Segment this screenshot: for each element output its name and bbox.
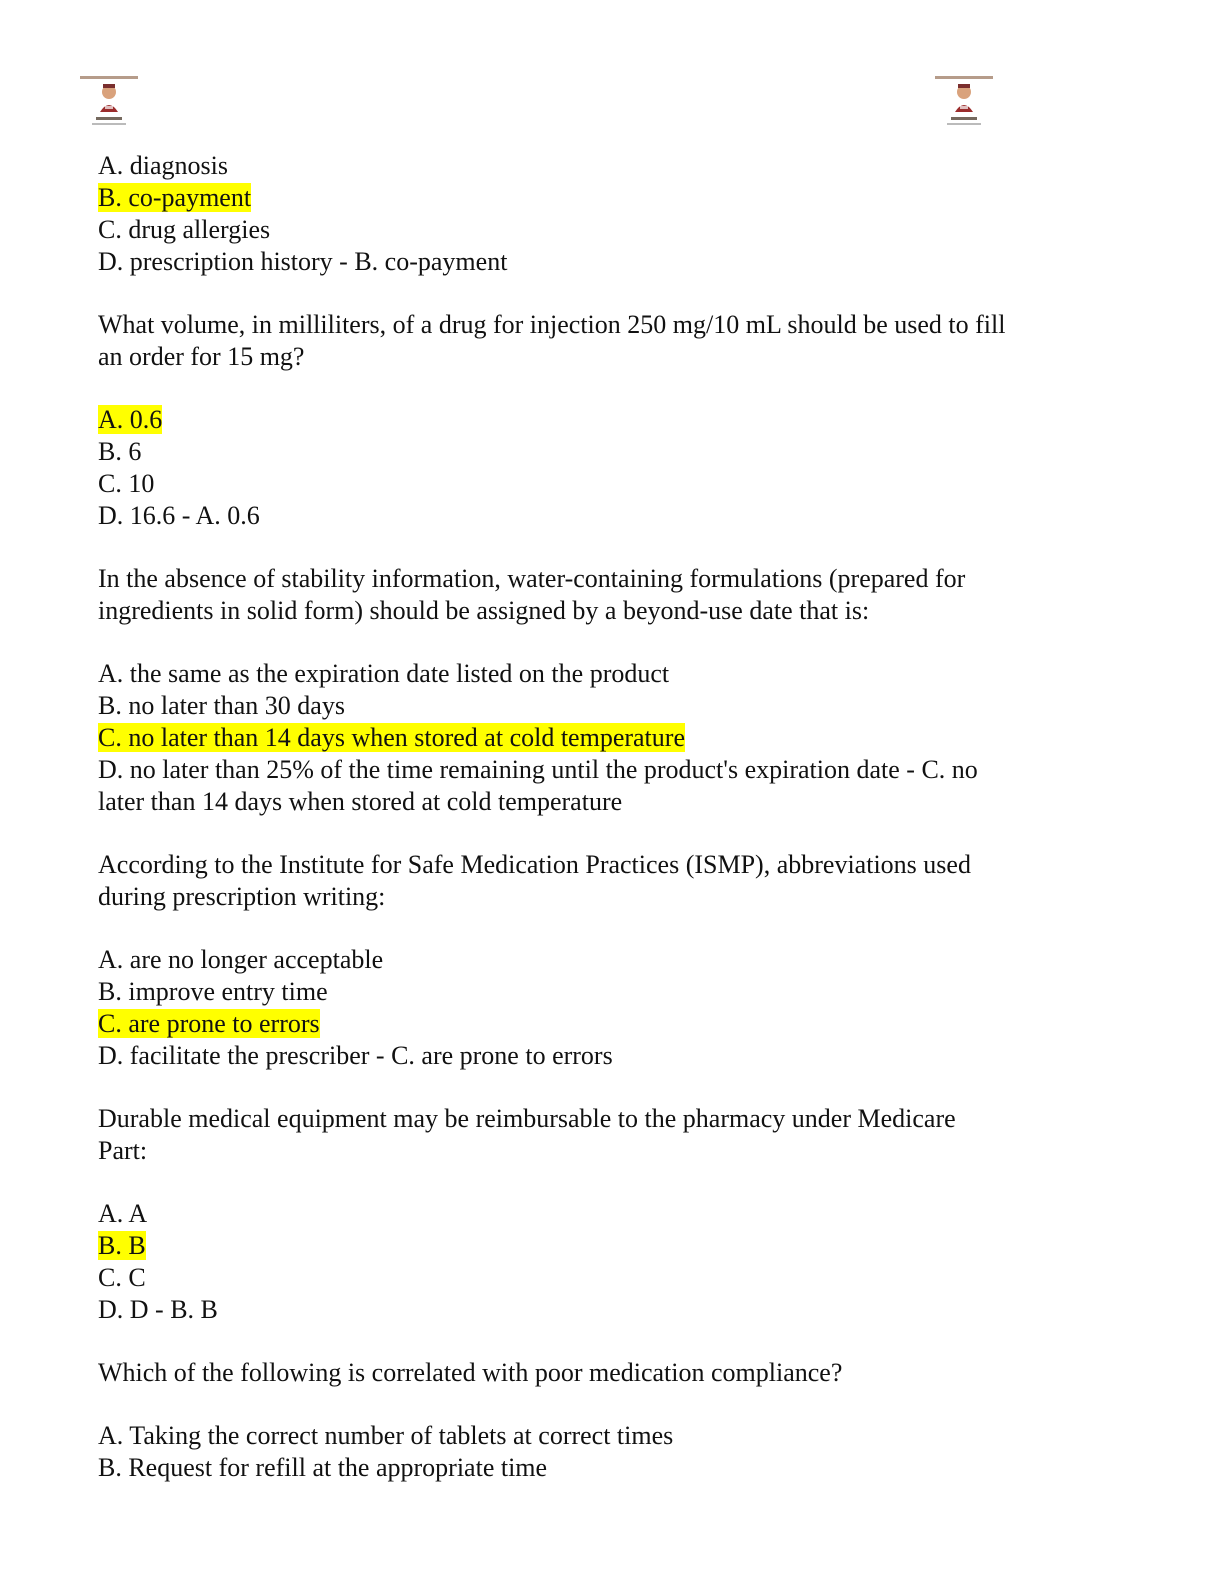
text-line [98, 881, 1098, 913]
paragraph-gap [98, 1072, 1098, 1103]
line-text: Durable medical equipment may be reimbursable to the pharmacy under Medicare [98, 1104, 956, 1133]
text-line [98, 1040, 1098, 1072]
paragraph-gap [98, 532, 1098, 563]
text-line [98, 500, 1098, 532]
text-block [98, 150, 1098, 278]
highlighted-answer: B. co-payment [98, 183, 252, 212]
line-text: A. the same as the expiration date listed on the product [98, 659, 670, 688]
line-text: A. Taking the correct number of tablets at correct times [98, 1421, 674, 1450]
text-line [98, 1008, 1098, 1040]
line-text: What volume, in milliliters, of a drug for injection 250 mg/10 mL should be used to fill [98, 310, 1006, 339]
text-line [98, 722, 1098, 754]
paragraph-gap [98, 627, 1098, 658]
line-text: D. prescription history - B. co-payment [98, 247, 508, 276]
line-text: B. no later than 30 days [98, 691, 345, 720]
text-block [98, 944, 1098, 1072]
line-text: C. drug allergies [98, 215, 271, 244]
text-line [98, 404, 1098, 436]
text-line [98, 1198, 1098, 1230]
line-text: C. 10 [98, 469, 155, 498]
text-line [98, 754, 1098, 786]
highlighted-answer: A. 0.6 [98, 405, 163, 434]
text-line [98, 436, 1098, 468]
text-line [98, 309, 1098, 341]
text-line [98, 182, 1098, 214]
text-line [98, 595, 1098, 627]
text-line [98, 1294, 1098, 1326]
watermark-logo-right [933, 72, 995, 134]
highlighted-answer: C. no later than 14 days when stored at cold temperature [98, 723, 685, 752]
line-text: D. D - B. B [98, 1295, 218, 1324]
line-text: B. improve entry time [98, 977, 328, 1006]
text-line [98, 1230, 1098, 1262]
line-text: an order for 15 mg? [98, 342, 305, 371]
line-text: Which of the following is correlated with poor medication compliance? [98, 1358, 843, 1387]
line-text: Part: [98, 1136, 148, 1165]
text-line [98, 976, 1098, 1008]
text-line [98, 246, 1098, 278]
text-block [98, 849, 1098, 913]
paragraph-gap [98, 1326, 1098, 1357]
paragraph-gap [98, 1389, 1098, 1420]
text-line [98, 468, 1098, 500]
line-text: A. diagnosis [98, 151, 228, 180]
text-line [98, 1420, 1098, 1452]
line-text: D. 16.6 - A. 0.6 [98, 501, 260, 530]
text-line [98, 1262, 1098, 1294]
text-block [98, 658, 1098, 818]
text-block [98, 404, 1098, 532]
line-text: A. A [98, 1199, 148, 1228]
text-line [98, 658, 1098, 690]
text-line [98, 1103, 1098, 1135]
text-line [98, 214, 1098, 246]
highlighted-answer: B. B [98, 1231, 146, 1260]
line-text: According to the Institute for Safe Medication Practices (ISMP), abbreviations used [98, 850, 971, 879]
line-text: D. no later than 25% of the time remaining until the product's expiration date - C. no [98, 755, 978, 784]
line-text: In the absence of stability information, water-containing formulations (prepared for [98, 564, 966, 593]
text-line [98, 944, 1098, 976]
paragraph-gap [98, 278, 1098, 309]
text-line [98, 1357, 1098, 1389]
paragraph-gap [98, 913, 1098, 944]
text-block [98, 1103, 1098, 1167]
text-line [98, 690, 1098, 722]
text-line [98, 563, 1098, 595]
text-line [98, 150, 1098, 182]
line-text: B. Request for refill at the appropriate time [98, 1453, 548, 1482]
text-block [98, 1357, 1098, 1389]
line-text: C. C [98, 1263, 146, 1292]
line-text: B. 6 [98, 437, 142, 466]
line-text: D. facilitate the prescriber - C. are prone to errors [98, 1041, 613, 1070]
text-block [98, 563, 1098, 627]
line-text: during prescription writing: [98, 882, 386, 911]
highlighted-answer: C. are prone to errors [98, 1009, 320, 1038]
text-line [98, 341, 1098, 373]
line-text: later than 14 days when stored at cold temperature [98, 787, 623, 816]
line-text: ingredients in solid form) should be assigned by a beyond-use date that is: [98, 596, 870, 625]
text-line [98, 786, 1098, 818]
text-block [98, 1198, 1098, 1326]
text-block [98, 309, 1098, 373]
text-line [98, 849, 1098, 881]
paragraph-gap [98, 1167, 1098, 1198]
text-line [98, 1452, 1098, 1484]
line-text: A. are no longer acceptable [98, 945, 384, 974]
watermark-logo-left [78, 72, 140, 134]
text-block [98, 1420, 1098, 1484]
paragraph-gap [98, 818, 1098, 849]
text-line [98, 1135, 1098, 1167]
document-page [98, 150, 1098, 1484]
paragraph-gap [98, 373, 1098, 404]
